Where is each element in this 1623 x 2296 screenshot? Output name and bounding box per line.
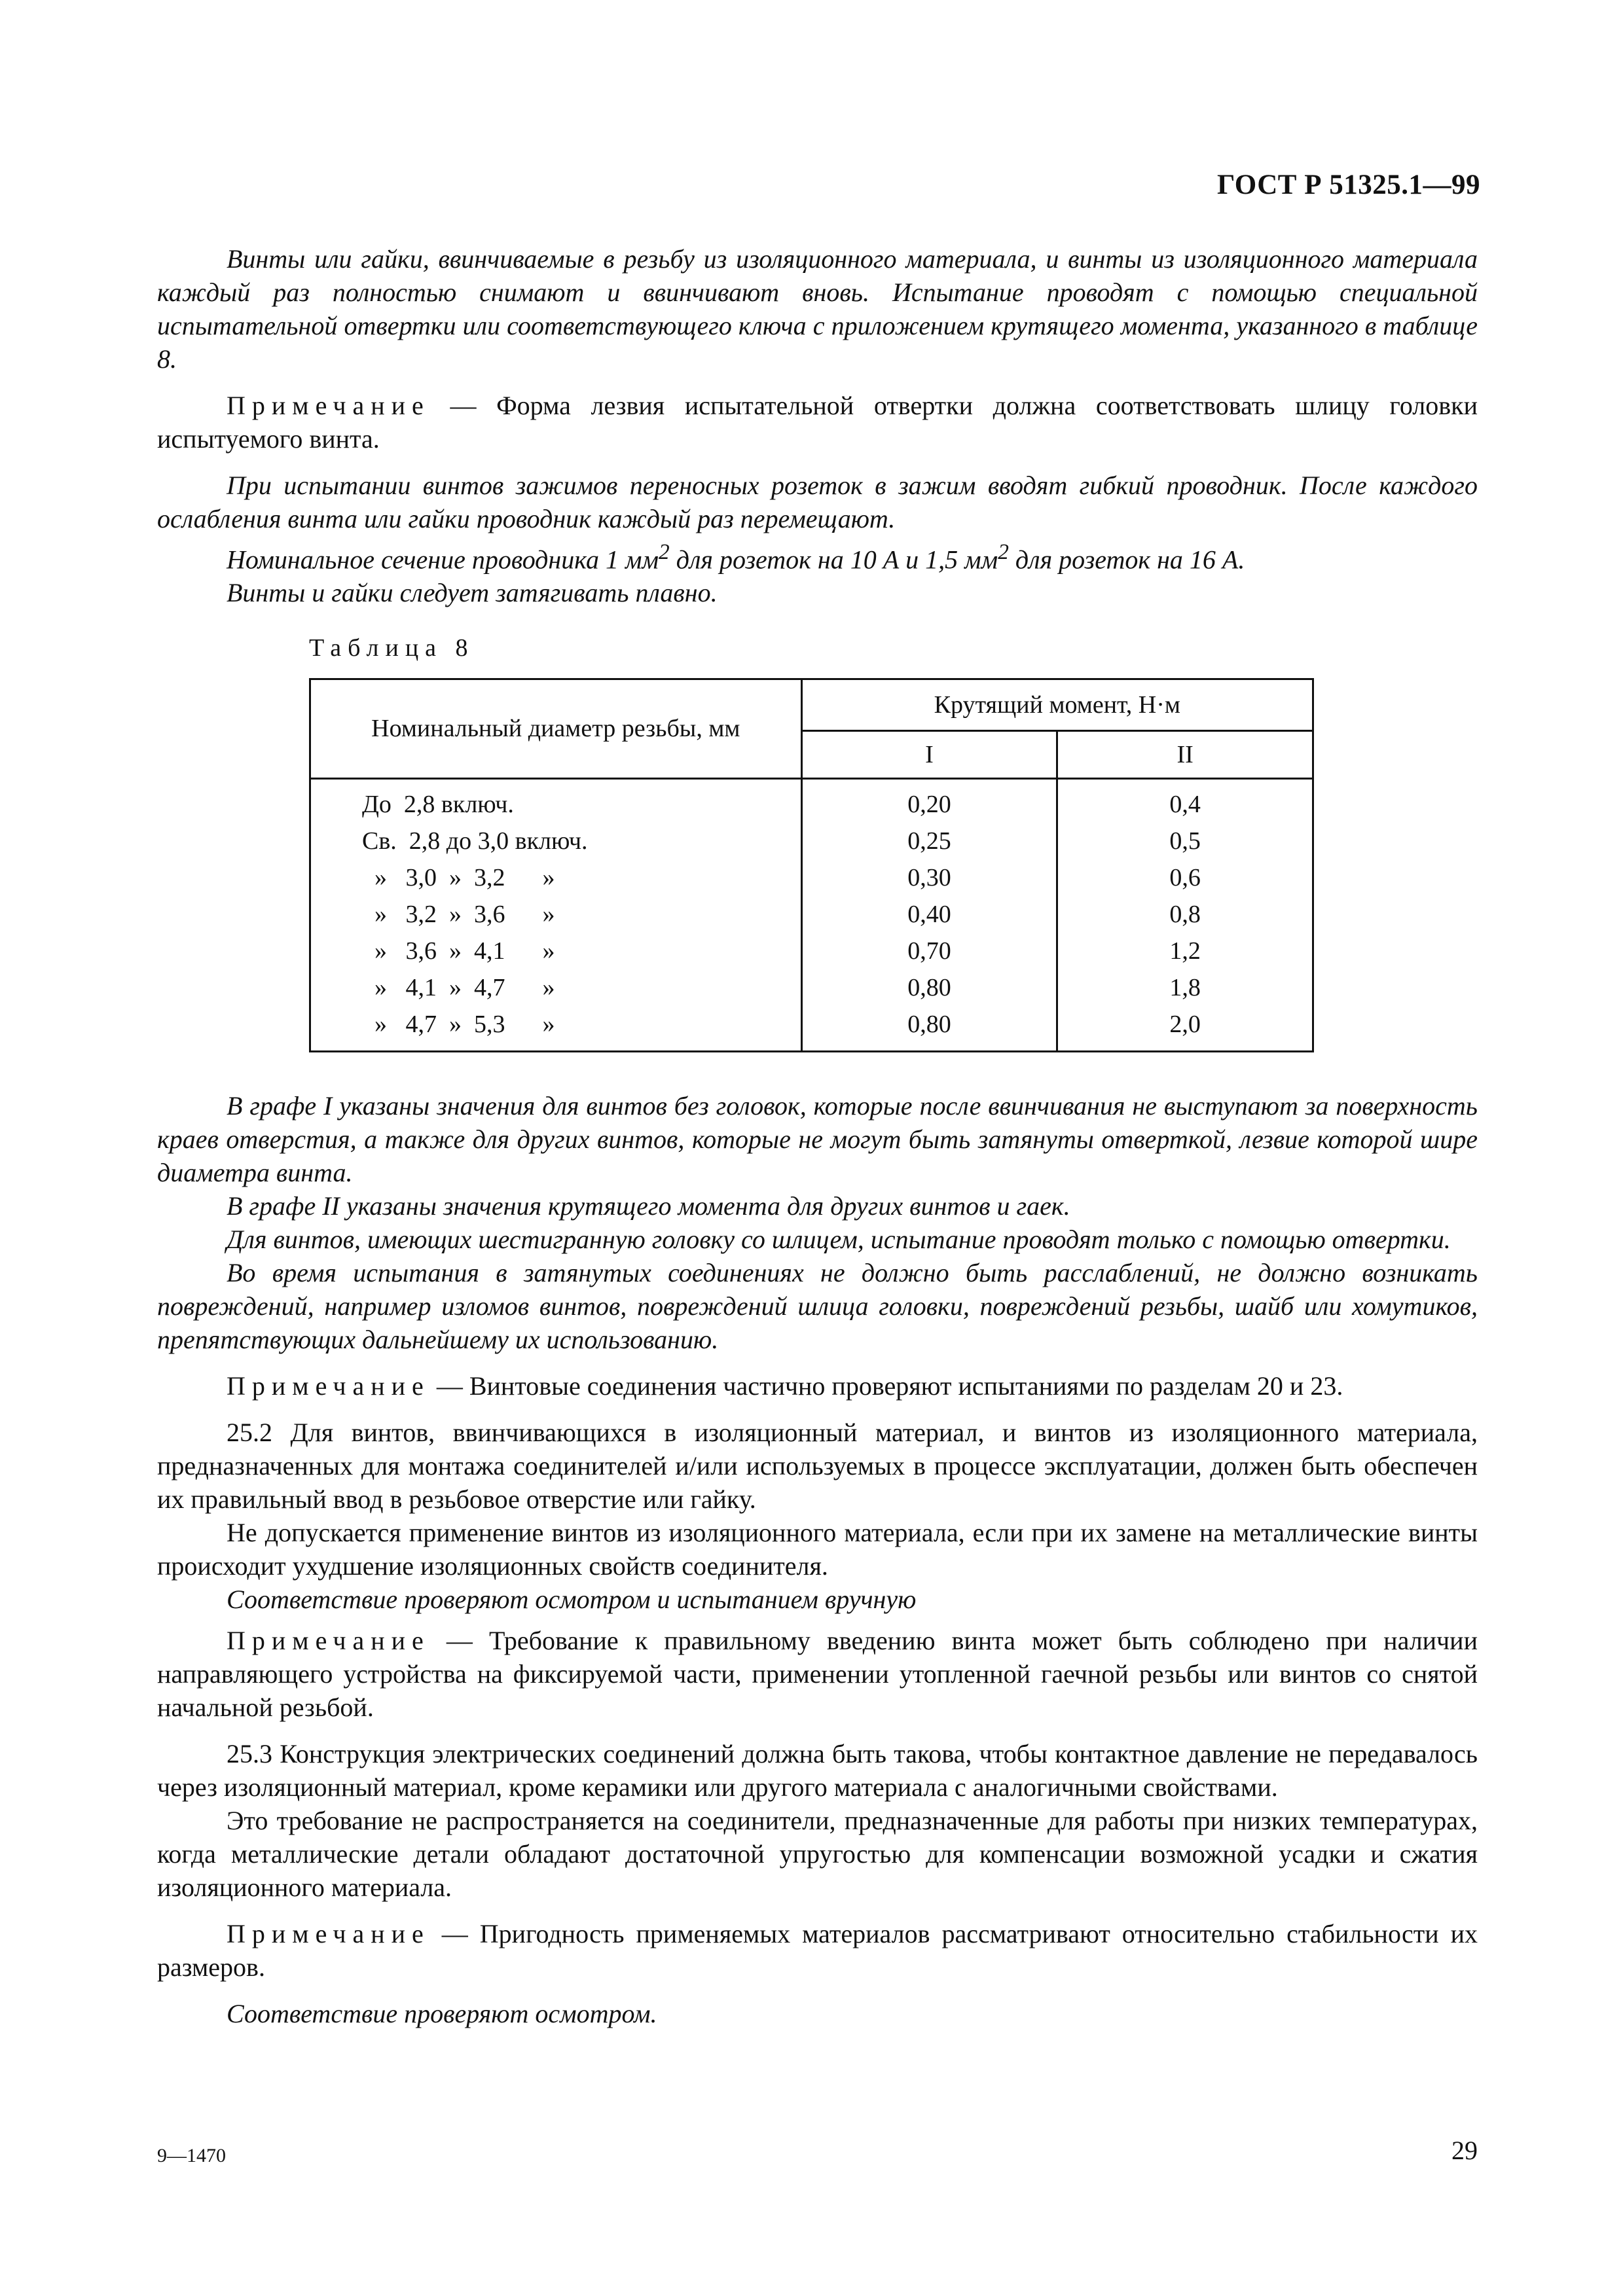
print-code: 9—1470: [157, 2145, 226, 2166]
conductor-text-c: для розеток на 16 А.: [1008, 545, 1245, 575]
note-text: — Форма лезвия испытательной отвертки должна соответствовать шлицу головки испытуемого винта.: [157, 391, 1478, 454]
section-25-3: 25.3 Конструкция электрических соединений должна быть такова, чтобы контактное давление не передавалось через изоляционный материал, кроме керамики или другого материала с аналогичными свойствами.: [157, 1739, 1478, 1803]
cell-torque-i: 0,30: [801, 859, 1057, 896]
table-row: [310, 859, 1313, 896]
note-label: Примечание: [227, 391, 430, 420]
paragraph-no-loosening: Во время испытания в затянутых соединениях не должно быть расслаблений, не должно возникать повреждений, например изломов винтов, повреждений шлица головки, повреждений резьбы, шайб или хомутиков, препятствующих дальнейшему их использованию.: [157, 1258, 1478, 1355]
cell-diameter: Св. 2,8 до 3,0 включ.: [310, 823, 802, 859]
table-row: [310, 896, 1313, 933]
conductor-text-a: Номинальное сечение проводника 1 мм: [227, 545, 659, 575]
cell-torque-ii: 0,6: [1057, 859, 1313, 896]
cell-torque-ii: 2,0: [1057, 1006, 1313, 1052]
cell-diameter: До 2,8 включ.: [310, 779, 802, 823]
header-torque: Крутящий момент, Н·м: [801, 679, 1313, 731]
paragraph-conductor-section: [157, 535, 1478, 576]
conductor-text-b: для розеток на 10 А и 1,5 мм: [669, 545, 998, 575]
paragraph-portable-sockets: При испытании винтов зажимов переносных розеток в зажим вводят гибкий проводник. После каждого ослабления винта или гайки проводник каждый раз перемещают.: [157, 471, 1478, 533]
cell-torque-ii: 0,4: [1057, 779, 1313, 823]
section-25-2: 25.2 Для винтов, ввинчивающихся в изоляционный материал, и винтов из изоляционного материала, предназначенных для монтажа соединителей и/или используемых в процессе эксплуатации, должен быть обеспечен их правильный ввод в резьбовое отверстие или гайку.: [157, 1418, 1478, 1515]
cell-torque-i: 0,40: [801, 896, 1057, 933]
cell-torque-ii: 1,2: [1057, 933, 1313, 969]
page-number: 29: [1451, 2136, 1478, 2165]
note-screw-introduction: [157, 1624, 1478, 1724]
cell-torque-i: 0,25: [801, 823, 1057, 859]
paragraph-tighten-smoothly: Винты и гайки следует затягивать плавно.: [227, 578, 718, 608]
table-row: [310, 823, 1313, 859]
note-label: Примечание: [227, 1919, 430, 1949]
table-row: [310, 779, 1313, 823]
cell-diameter: » 3,0 » 3,2 »: [310, 859, 802, 896]
paragraph-low-temperature: Это требование не распространяется на соединители, предназначенные для работы при низких температурах, когда металлические детали обладают достаточной упругостью для компенсации возможной усадки и сжатия изоляционного материала.: [157, 1806, 1478, 1903]
paragraph-column-ii: В графе II указаны значения крутящего момента для других винтов и гаек.: [227, 1191, 1070, 1221]
cell-torque-i: 0,80: [801, 1006, 1057, 1052]
cell-torque-ii: 0,5: [1057, 823, 1313, 859]
cell-torque-ii: 0,8: [1057, 896, 1313, 933]
table-row: [310, 933, 1313, 969]
cell-torque-i: 0,70: [801, 933, 1057, 969]
paragraph-compliance-manual: Соответствие проверяют осмотром и испытанием вручную: [227, 1585, 917, 1615]
cell-diameter: » 4,1 » 4,7 »: [310, 969, 802, 1006]
table-row: [310, 1006, 1313, 1052]
note-text: — Пригодность применяемых материалов рассматривают относительно стабильности их размеров.: [157, 1919, 1478, 1982]
table-row: [310, 969, 1313, 1006]
note-label: Примечание: [227, 1371, 430, 1401]
note-screwdriver-blade: [157, 389, 1478, 456]
superscript-2: 2: [998, 540, 1009, 564]
note-text: — Винтовые соединения частично проверяют испытаниями по разделам 20 и 23.: [429, 1371, 1343, 1401]
table-title: Таблица 8: [309, 634, 475, 662]
page-content: [157, 242, 1478, 2030]
note-materials: [157, 1917, 1478, 1984]
header-diameter: Номинальный диаметр резьбы, мм: [310, 679, 802, 779]
header-column-i: I: [801, 731, 1057, 779]
paragraph-hex-head: Для винтов, имеющих шестигранную головку со шлицем, испытание проводят только с помощью отвертки.: [227, 1225, 1451, 1255]
document-code: ГОСТ Р 51325.1—99: [1216, 170, 1480, 200]
cell-diameter: » 4,7 » 5,3 »: [310, 1006, 802, 1052]
torque-table: [309, 678, 1314, 1052]
cell-torque-ii: 1,8: [1057, 969, 1313, 1006]
cell-diameter: » 3,2 » 3,6 »: [310, 896, 802, 933]
paragraph-insulating-screws: Не допускается применение винтов из изоляционного материала, если при их замене на металлические винты происходит ухудшение изоляционных свойств соединителя.: [157, 1518, 1478, 1581]
paragraph-screw-test: Винты или гайки, ввинчиваемые в резьбу из изоляционного материала, и винты из изоляционного материала каждый раз полностью снимают и ввинчивают вновь. Испытание проводят с помощью специальной испытательной отвертки или соответствующего ключа с приложением крутящего момента, указанного в таблице 8.: [157, 244, 1478, 374]
cell-torque-i: 0,80: [801, 969, 1057, 1006]
superscript-2: 2: [659, 540, 670, 564]
header-column-ii: II: [1057, 731, 1313, 779]
paragraph-compliance-inspection: Соответствие проверяют осмотром.: [227, 1999, 657, 2029]
paragraph-column-i: В графе I указаны значения для винтов без головок, которые после ввинчивания не выступают за поверхность краев отверстия, а также для других винтов, которые не могут быть затянуты отверткой, лезвие которой шире диаметра винта.: [157, 1091, 1478, 1188]
cell-diameter: » 3,6 » 4,1 »: [310, 933, 802, 969]
note-label: Примечание: [227, 1626, 430, 1656]
cell-torque-i: 0,20: [801, 779, 1057, 823]
note-text: — Требование к правильному введению винта может быть соблюдено при наличии направляющего устройства на фиксируемой части, применении утопленной гаечной резьбы или винтов со снятой начальной резьбой.: [157, 1626, 1478, 1723]
note-screw-connections: [157, 1369, 1478, 1403]
